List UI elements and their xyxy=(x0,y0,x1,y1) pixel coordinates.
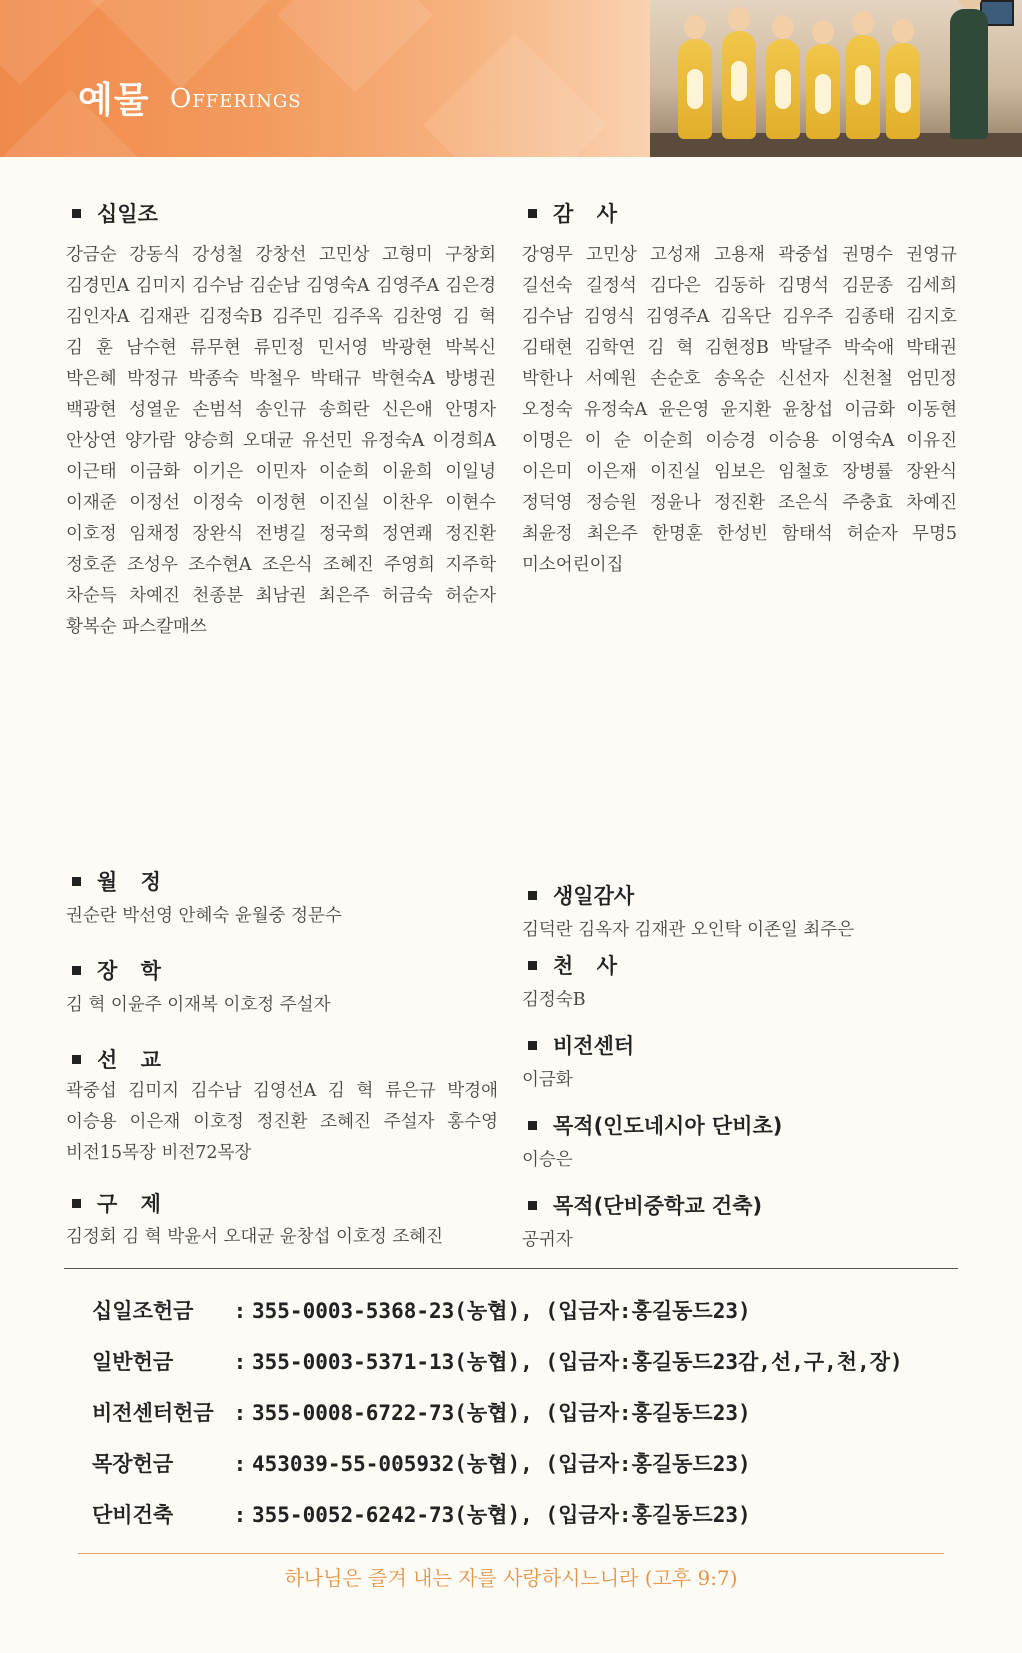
square-bullet-icon xyxy=(72,966,81,975)
child-figure xyxy=(846,35,880,139)
relief-heading: 구 제 xyxy=(72,1188,169,1218)
divider xyxy=(64,1268,958,1269)
child-figure xyxy=(722,31,756,139)
account-value: 355-0052-6242-73(농협), (입금자:홍길동드23) xyxy=(252,1503,751,1527)
mission-names xyxy=(66,1076,498,1169)
tithe-names xyxy=(66,240,496,643)
verse-divider xyxy=(78,1553,944,1554)
account-label: 단비건축 xyxy=(92,1503,174,1527)
firstfruits-names: 김정숙B xyxy=(522,990,586,1010)
vision-center-names: 이금화 xyxy=(522,1070,573,1090)
account-row-general xyxy=(92,1346,903,1376)
thanks-names xyxy=(522,240,957,581)
account-row-cell-group xyxy=(92,1448,751,1478)
danbi-school-names: 공귀자 xyxy=(522,1230,573,1250)
birthday-heading: 생일감사 xyxy=(528,880,634,910)
square-bullet-icon xyxy=(528,1201,537,1210)
account-value: 355-0003-5371-13(농협), (입금자:홍길동드23감,선,구,천,장) xyxy=(252,1350,903,1374)
vision-center-heading: 비전센터 xyxy=(528,1030,634,1060)
monthly-heading: 월 정 xyxy=(72,866,169,896)
square-bullet-icon xyxy=(72,877,81,886)
name-line: 이명은 이 순 이순희 이승경 이승용 이영숙A 이유진 xyxy=(522,431,957,451)
name-line: 오정숙 유정숙A 윤은영 윤지환 윤창섭 이금화 이동현 xyxy=(522,400,957,420)
account-label: 십일조헌금 xyxy=(92,1299,194,1323)
account-row-tithe xyxy=(92,1295,751,1325)
child-figure xyxy=(766,39,800,139)
page-subtitle: Offerings xyxy=(170,84,302,114)
monthly-names: 권순란 박선영 안혜숙 윤월중 정문수 xyxy=(66,906,342,926)
child-figure xyxy=(678,39,712,139)
account-value: 355-0003-5368-23(농협), (입금자:홍길동드23) xyxy=(252,1299,751,1323)
square-bullet-icon xyxy=(528,1041,537,1050)
name-line: 김태현 김학연 김 혁 김현정B 박달주 박숙애 박태권 xyxy=(522,338,957,358)
name-line: 길선숙 길정석 김다은 김동하 김명석 김문종 김세희 xyxy=(522,276,957,296)
teacher-figure xyxy=(950,9,988,139)
scholarship-names: 김 혁 이윤주 이재복 이호정 주설자 xyxy=(66,995,331,1015)
danbi-school-heading: 목적(단비중학교 건축) xyxy=(528,1190,762,1220)
bible-verse: 하나님은 즐겨 내는 자를 사랑하시느니라 (고후 9:7) xyxy=(284,1566,738,1590)
mission-heading: 선 교 xyxy=(72,1044,169,1074)
name-line: 이재준 이정선 이정숙 이정현 이진실 이찬우 이현수 xyxy=(66,493,496,513)
name-line: 이호정 임채정 장완식 전병길 정국희 정연쾌 정진환 xyxy=(66,524,496,544)
relief-names: 김정회 김 혁 박윤서 오대균 윤창섭 이호정 조혜진 xyxy=(66,1227,444,1247)
account-label: 일반헌금 xyxy=(92,1350,174,1374)
square-bullet-icon xyxy=(72,209,81,218)
tithe-heading: 십일조 xyxy=(72,198,158,228)
name-line: 강영무 고민상 고성재 고용재 곽중섭 권명수 권영규 xyxy=(522,245,957,265)
child-figure xyxy=(806,44,840,139)
account-value: 453039-55-005932(농협), (입금자:홍길동드23) xyxy=(252,1452,751,1476)
thanks-heading: 감 사 xyxy=(528,198,625,228)
decor-tile xyxy=(277,0,433,93)
square-bullet-icon xyxy=(528,1121,537,1130)
decor-tile xyxy=(423,33,607,157)
name-line: 이근태 이금화 이기은 이민자 이순희 이윤희 이일녕 xyxy=(66,462,496,482)
name-line: 이은미 이은재 이진실 임보은 임철호 장병률 장완식 xyxy=(522,462,957,482)
account-row-danbi-building xyxy=(92,1499,751,1529)
name-line: 이승용 이은재 이호정 정진환 조혜진 주설자 홍수영 xyxy=(66,1112,498,1132)
page-title: 예물 xyxy=(78,80,150,121)
name-line: 정호준 조성우 조수현A 조은식 조혜진 주영희 지주학 xyxy=(66,555,496,575)
account-value: 355-0008-6722-73(농협), (입금자:홍길동드23) xyxy=(252,1401,751,1425)
square-bullet-icon xyxy=(72,1055,81,1064)
name-line: 차순득 차예진 천종분 최남권 최은주 허금숙 허순자 xyxy=(66,586,496,606)
account-separator: : xyxy=(233,1503,247,1527)
name-line: 김수남 김영식 김영주A 김옥단 김우주 김종태 김지호 xyxy=(522,307,957,327)
name-line: 곽중섭 김미지 김수남 김영선A 김 혁 류은규 박경애 xyxy=(66,1081,498,1101)
name-line: 김인자A 김재관 김정숙B 김주민 김주옥 김찬영 김 혁 xyxy=(66,307,496,327)
header-banner xyxy=(0,0,1022,157)
account-separator: : xyxy=(233,1452,247,1476)
name-line: 김경민A 김미지 김수남 김순남 김영숙A 김영주A 김은경 xyxy=(66,276,496,296)
children-performance-photo xyxy=(650,0,1022,157)
birthday-names: 김덕란 김옥자 김재관 오인탁 이존일 최주은 xyxy=(522,920,855,940)
account-label: 목장헌금 xyxy=(92,1452,174,1476)
account-separator: : xyxy=(233,1401,247,1425)
name-line: 강금순 강동식 강성철 강창선 고민상 고형미 구창회 xyxy=(66,245,496,265)
scholarship-heading: 장 학 xyxy=(72,955,169,985)
indonesia-heading: 목적(인도네시아 단비초) xyxy=(528,1110,782,1140)
name-line: 박은혜 박정규 박종숙 박철우 박태규 박현숙A 방병권 xyxy=(66,369,496,389)
name-line: 박한나 서예원 손순호 송옥순 신선자 신천철 엄민정 xyxy=(522,369,957,389)
name-line: 비전15목장 비전72목장 xyxy=(66,1143,252,1163)
account-separator: : xyxy=(233,1299,247,1323)
name-line: 미소어린이집 xyxy=(522,555,624,575)
child-figure xyxy=(886,43,920,139)
name-line: 백광현 성열운 손범석 송인규 송희란 신은애 안명자 xyxy=(66,400,496,420)
square-bullet-icon xyxy=(528,961,537,970)
name-line: 황복순 파스칼매쓰 xyxy=(66,617,207,637)
account-label: 비전센터헌금 xyxy=(92,1401,214,1425)
name-line: 최윤정 최은주 한명훈 한성빈 함태석 허순자 무명5 xyxy=(522,524,957,544)
square-bullet-icon xyxy=(72,1199,81,1208)
square-bullet-icon xyxy=(528,209,537,218)
account-separator: : xyxy=(233,1350,247,1374)
name-line: 안상연 양가람 양승희 오대균 유선민 유정숙A 이경희A xyxy=(66,431,496,451)
account-row-vision-center xyxy=(92,1397,751,1427)
name-line: 김 훈 남수현 류무현 류민정 민서영 박광현 박복신 xyxy=(66,338,496,358)
firstfruits-heading: 천 사 xyxy=(528,950,625,980)
name-line: 정덕영 정승원 정윤나 정진환 조은식 주충효 차예진 xyxy=(522,493,957,513)
indonesia-names: 이승은 xyxy=(522,1150,573,1170)
square-bullet-icon xyxy=(528,891,537,900)
